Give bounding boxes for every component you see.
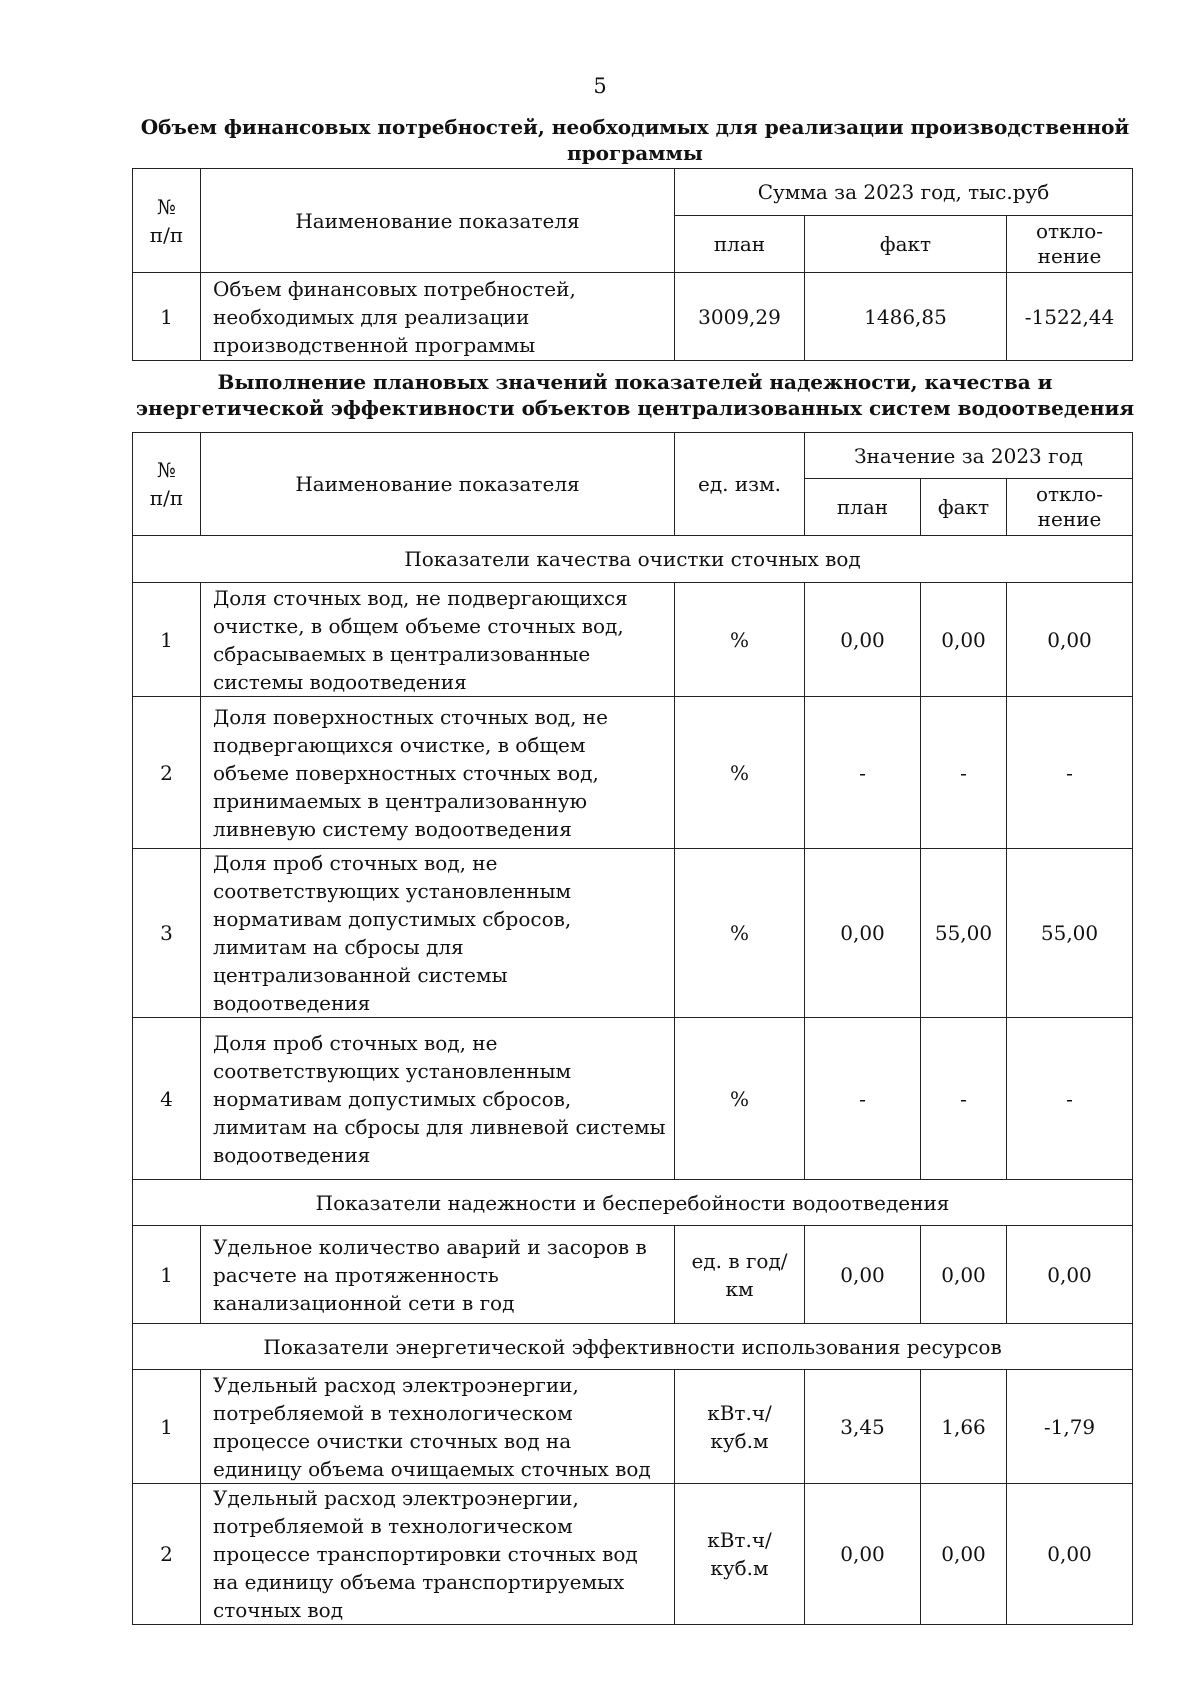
num-header-line1: № <box>157 458 176 482</box>
plan-value: - <box>805 1018 921 1180</box>
deviation-value: - <box>1007 697 1133 849</box>
fact-value: 1,66 <box>921 1370 1007 1484</box>
row-name: Объем финансовых потребностей, необходимых для реализации производственной программы <box>201 273 675 361</box>
table-row <box>133 273 1133 361</box>
deviation-value: -1,79 <box>1007 1370 1133 1484</box>
plan-value: 0,00 <box>805 849 921 1018</box>
value-header: Значение за 2023 год <box>805 433 1133 479</box>
table2-header-row <box>133 433 1133 479</box>
table1-header-row <box>133 169 1133 216</box>
row-name: Доля проб сточных вод, не соответствующих установленным нормативам допустимых сбросов, лимитам на сбросы для централизованной системы водоотведения <box>201 849 675 1018</box>
fact-header: факт <box>805 216 1007 273</box>
unit-line2: куб.м <box>710 1556 769 1580</box>
fact-value: 0,00 <box>921 1226 1007 1324</box>
unit-value <box>675 1484 805 1625</box>
fact-value: 55,00 <box>921 849 1007 1018</box>
table-row <box>133 1018 1133 1180</box>
plan-value: 0,00 <box>805 1226 921 1324</box>
table-row <box>133 849 1133 1018</box>
section-title: Показатели надежности и бесперебойности водоотведения <box>133 1180 1133 1226</box>
row-number: 1 <box>133 1226 201 1324</box>
indicators-title: Выполнение плановых значений показателей надежности, качества и энергетической эффективности объектов централизованных систем водоотведения <box>135 370 1135 420</box>
num-header <box>133 169 201 273</box>
fact-value: - <box>921 697 1007 849</box>
plan-header: план <box>805 479 921 536</box>
plan-value: 0,00 <box>805 583 921 697</box>
deviation-value: 0,00 <box>1007 1226 1133 1324</box>
num-header-line1: № <box>157 194 176 219</box>
table-row <box>133 583 1133 697</box>
plan-value: 3,45 <box>805 1370 921 1484</box>
section-row <box>133 536 1133 583</box>
indicators-table <box>132 432 1133 1625</box>
section-row <box>133 1180 1133 1226</box>
table-row <box>133 1484 1133 1625</box>
row-number: 1 <box>133 273 201 361</box>
fact-value: - <box>921 1018 1007 1180</box>
table-row <box>133 697 1133 849</box>
section-title: Показатели качества очистки сточных вод <box>133 536 1133 583</box>
num-header-line2: п/п <box>149 222 184 247</box>
page-number: 5 <box>593 74 607 98</box>
unit-line1: кВт.ч/ <box>707 1528 772 1552</box>
deviation-header-line2: нение <box>1037 507 1102 531</box>
row-number: 4 <box>133 1018 201 1180</box>
fact-value: 1486,85 <box>805 273 1007 361</box>
fact-header: факт <box>921 479 1007 536</box>
unit-value: % <box>675 849 805 1018</box>
fact-value: 0,00 <box>921 583 1007 697</box>
table-row <box>133 1370 1133 1484</box>
deviation-value: -1522,44 <box>1007 273 1133 361</box>
deviation-header-line1: откло- <box>1035 219 1104 243</box>
table-row <box>133 1226 1133 1324</box>
unit-line1: ед. в год/ <box>691 1248 788 1273</box>
fact-value: 0,00 <box>921 1484 1007 1625</box>
num-header <box>133 433 201 536</box>
row-name: Удельное количество аварий и засоров в расчете на протяженность канализационной сети в год <box>201 1226 675 1324</box>
plan-value: 3009,29 <box>675 273 805 361</box>
deviation-value: 55,00 <box>1007 849 1133 1018</box>
row-number: 2 <box>133 697 201 849</box>
unit-value <box>675 1370 805 1484</box>
name-header: Наименование показателя <box>201 169 675 273</box>
deviation-header <box>1007 479 1133 536</box>
unit-value: % <box>675 583 805 697</box>
deviation-header-line1: откло- <box>1035 482 1104 506</box>
deviation-value: 0,00 <box>1007 1484 1133 1625</box>
section-title: Показатели энергетической эффективности использования ресурсов <box>133 1324 1133 1370</box>
row-name: Удельный расход электроэнергии, потребляемой в технологическом процессе очистки сточных вод на единицу объема очищаемых сточных вод <box>201 1370 675 1484</box>
num-header-line2: п/п <box>149 486 184 510</box>
plan-value: - <box>805 697 921 849</box>
name-header: Наименование показателя <box>201 433 675 536</box>
row-number: 1 <box>133 1370 201 1484</box>
plan-value: 0,00 <box>805 1484 921 1625</box>
unit-line1: кВт.ч/ <box>707 1400 772 1425</box>
row-number: 3 <box>133 849 201 1018</box>
plan-header: план <box>675 216 805 273</box>
unit-line2: куб.м <box>710 1428 769 1453</box>
row-number: 2 <box>133 1484 201 1625</box>
row-name: Доля поверхностных сточных вод, не подвергающихся очистке, в общем объеме поверхностных сточных вод, принимаемых в централизованную ливневую систему водоотведения <box>201 697 675 849</box>
row-number: 1 <box>133 583 201 697</box>
deviation-header-line2: нение <box>1037 244 1102 268</box>
unit-line2: км <box>725 1276 754 1301</box>
row-name: Удельный расход электроэнергии, потребляемой в технологическом процессе транспортировки сточных вод на единицу объема транспортируемых сточных вод <box>201 1484 675 1625</box>
deviation-header <box>1007 216 1133 273</box>
financial-needs-table <box>132 168 1133 361</box>
row-name: Доля проб сточных вод, не соответствующих установленным нормативам допустимых сбросов, лимитам на сбросы для ливневой системы водоотведения <box>201 1018 675 1180</box>
unit-header: ед. изм. <box>675 433 805 536</box>
sum-header: Сумма за 2023 год, тыс.руб <box>675 169 1133 216</box>
row-name: Доля сточных вод, не подвергающихся очистке, в общем объеме сточных вод, сбрасываемых в централизованные системы водоотведения <box>201 583 675 697</box>
unit-value: % <box>675 697 805 849</box>
unit-value <box>675 1226 805 1324</box>
section-row <box>133 1324 1133 1370</box>
deviation-value: 0,00 <box>1007 583 1133 697</box>
financial-needs-title: Объем финансовых потребностей, необходимых для реализации производственной программы <box>140 115 1130 165</box>
deviation-value: - <box>1007 1018 1133 1180</box>
unit-value: % <box>675 1018 805 1180</box>
